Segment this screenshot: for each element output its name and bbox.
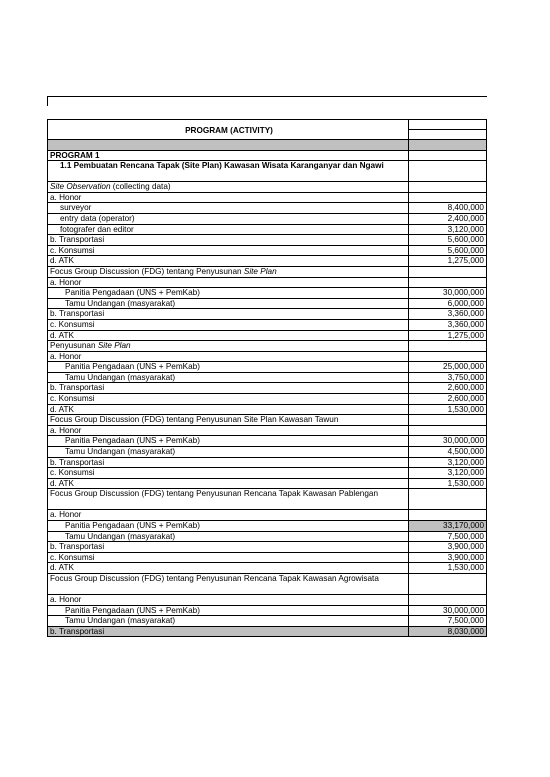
table-row: [47, 352, 487, 363]
item-label: Panitia Pengadaan (UNS + PemKab): [47, 521, 409, 532]
table-row: [47, 225, 487, 236]
item-amount: 1,530,000: [409, 563, 487, 574]
item-amount: 8,400,000: [409, 203, 487, 214]
item-label: Tamu Undangan (masyarakat): [47, 616, 409, 627]
table-row: [47, 278, 487, 289]
item-amount: 33,170,000: [409, 521, 487, 532]
sections-container: [47, 182, 487, 637]
item-label: a. Honor: [47, 595, 409, 606]
item-label: d. ATK: [47, 479, 409, 490]
section-title: Focus Group Discussion (FDG) tentang Penyusunan Site Plan: [47, 267, 409, 278]
section-title: Site Observation (collecting data): [47, 182, 409, 193]
table-row: [47, 627, 487, 638]
item-amount: 3,900,000: [409, 553, 487, 564]
program-subtitle-row: [47, 161, 487, 182]
table-header-row: [47, 119, 487, 140]
table-row: [47, 383, 487, 394]
item-label: a. Honor: [47, 426, 409, 437]
table-row: [47, 256, 487, 267]
table-row: [47, 214, 487, 225]
table-row: [47, 309, 487, 320]
table-row: [47, 458, 487, 469]
item-label: surveyor: [47, 203, 409, 214]
item-amount: [409, 352, 487, 363]
table-row: [47, 203, 487, 214]
item-label: c. Konsumsi: [47, 394, 409, 405]
top-rule: [47, 96, 487, 97]
table-row: [47, 320, 487, 331]
item-amount: 2,400,000: [409, 214, 487, 225]
table-row: [47, 405, 487, 416]
item-amount: 3,120,000: [409, 225, 487, 236]
header-cell-bottom: [409, 130, 486, 139]
item-label: Panitia Pengadaan (UNS + PemKab): [47, 436, 409, 447]
item-amount: 7,500,000: [409, 532, 487, 543]
table-row: [47, 193, 487, 204]
item-label: entry data (operator): [47, 214, 409, 225]
table-row: [47, 595, 487, 606]
item-amount: 1,275,000: [409, 256, 487, 267]
top-rule-tick: [47, 96, 48, 106]
program-label-row: [47, 151, 487, 162]
table-row: [47, 447, 487, 458]
item-amount: 4,500,000: [409, 447, 487, 458]
item-label: a. Honor: [47, 193, 409, 204]
section-title: Focus Group Discussion (FDG) tentang Penyusunan Site Plan Kawasan Tawun: [47, 415, 409, 426]
item-label: fotografer dan editor: [47, 225, 409, 236]
item-amount: 8,030,000: [409, 627, 487, 638]
item-amount: 25,000,000: [409, 362, 487, 373]
table-row: [47, 373, 487, 384]
header-separator-row: [47, 140, 487, 151]
item-amount: 1,530,000: [409, 479, 487, 490]
table-row: [47, 616, 487, 627]
item-label: Tamu Undangan (masyarakat): [47, 532, 409, 543]
column-header-value: [409, 119, 487, 140]
item-amount: 30,000,000: [409, 436, 487, 447]
item-amount: [409, 426, 487, 437]
item-amount: 3,360,000: [409, 320, 487, 331]
item-amount: 1,530,000: [409, 405, 487, 416]
item-amount: 3,750,000: [409, 373, 487, 384]
table-row: [47, 542, 487, 553]
item-label: Tamu Undangan (masyarakat): [47, 373, 409, 384]
table-row: [47, 288, 487, 299]
section-title: Focus Group Discussion (FDG) tentang Penyusunan Rencana Tapak Kawasan Pablengan: [47, 489, 409, 510]
item-label: d. ATK: [47, 256, 409, 267]
table-row: [47, 246, 487, 257]
table-row: [47, 426, 487, 437]
item-amount: 3,120,000: [409, 458, 487, 469]
item-label: a. Honor: [47, 278, 409, 289]
item-label: Panitia Pengadaan (UNS + PemKab): [47, 288, 409, 299]
section-title-row: [47, 182, 487, 193]
item-amount: 30,000,000: [409, 606, 487, 617]
table-row: [47, 606, 487, 617]
table-row: [47, 479, 487, 490]
program-label: PROGRAM 1: [47, 151, 409, 162]
table-row: [47, 362, 487, 373]
item-label: Tamu Undangan (masyarakat): [47, 299, 409, 310]
budget-table: [47, 119, 487, 679]
item-amount: [409, 595, 487, 606]
table-row: [47, 510, 487, 521]
item-amount: 30,000,000: [409, 288, 487, 299]
item-label: b. Transportasi: [47, 235, 409, 246]
item-label: Panitia Pengadaan (UNS + PemKab): [47, 606, 409, 617]
item-label: d. ATK: [47, 405, 409, 416]
item-amount: 2,600,000: [409, 394, 487, 405]
item-label: a. Honor: [47, 352, 409, 363]
item-amount: 3,360,000: [409, 309, 487, 320]
section-title-row: [47, 489, 487, 510]
column-header-program: PROGRAM (ACTIVITY): [47, 119, 409, 140]
item-label: c. Konsumsi: [47, 468, 409, 479]
item-amount: 3,900,000: [409, 542, 487, 553]
table-row: [47, 394, 487, 405]
item-amount: 6,000,000: [409, 299, 487, 310]
table-row: [47, 468, 487, 479]
table-row: [47, 299, 487, 310]
item-label: d. ATK: [47, 331, 409, 342]
item-amount: 3,120,000: [409, 468, 487, 479]
item-label: c. Konsumsi: [47, 553, 409, 564]
item-label: a. Honor: [47, 510, 409, 521]
section-title-row: [47, 341, 487, 352]
table-row: [47, 521, 487, 532]
program-subtitle: 1.1 Pembuatan Rencana Tapak (Site Plan) Kawasan Wisata Karanganyar dan Ngawi: [47, 161, 409, 182]
item-amount: 7,500,000: [409, 616, 487, 627]
item-amount: [409, 510, 487, 521]
item-label: c. Konsumsi: [47, 246, 409, 257]
table-row: [47, 532, 487, 543]
section-title-row: [47, 574, 487, 595]
header-cell-top: [409, 120, 486, 130]
table-row: [47, 553, 487, 564]
item-amount: 2,600,000: [409, 383, 487, 394]
item-label: Panitia Pengadaan (UNS + PemKab): [47, 362, 409, 373]
section-title: Focus Group Discussion (FDG) tentang Penyusunan Rencana Tapak Kawasan Agrowisata: [47, 574, 409, 595]
item-amount: [409, 278, 487, 289]
section-title-row: [47, 267, 487, 278]
table-row: [47, 436, 487, 447]
item-amount: 5,600,000: [409, 235, 487, 246]
item-label: d. ATK: [47, 563, 409, 574]
item-amount: 5,600,000: [409, 246, 487, 257]
section-title: Penyusunan Site Plan: [47, 341, 409, 352]
item-label: b. Transportasi: [47, 458, 409, 469]
item-amount: 1,275,000: [409, 331, 487, 342]
item-label: b. Transportasi: [47, 627, 409, 638]
table-row: [47, 331, 487, 342]
item-amount: [409, 193, 487, 204]
table-row: [47, 563, 487, 574]
item-label: Tamu Undangan (masyarakat): [47, 447, 409, 458]
item-label: c. Konsumsi: [47, 320, 409, 331]
item-label: b. Transportasi: [47, 542, 409, 553]
section-title-row: [47, 415, 487, 426]
item-label: b. Transportasi: [47, 309, 409, 320]
item-label: b. Transportasi: [47, 383, 409, 394]
table-row: [47, 235, 487, 246]
